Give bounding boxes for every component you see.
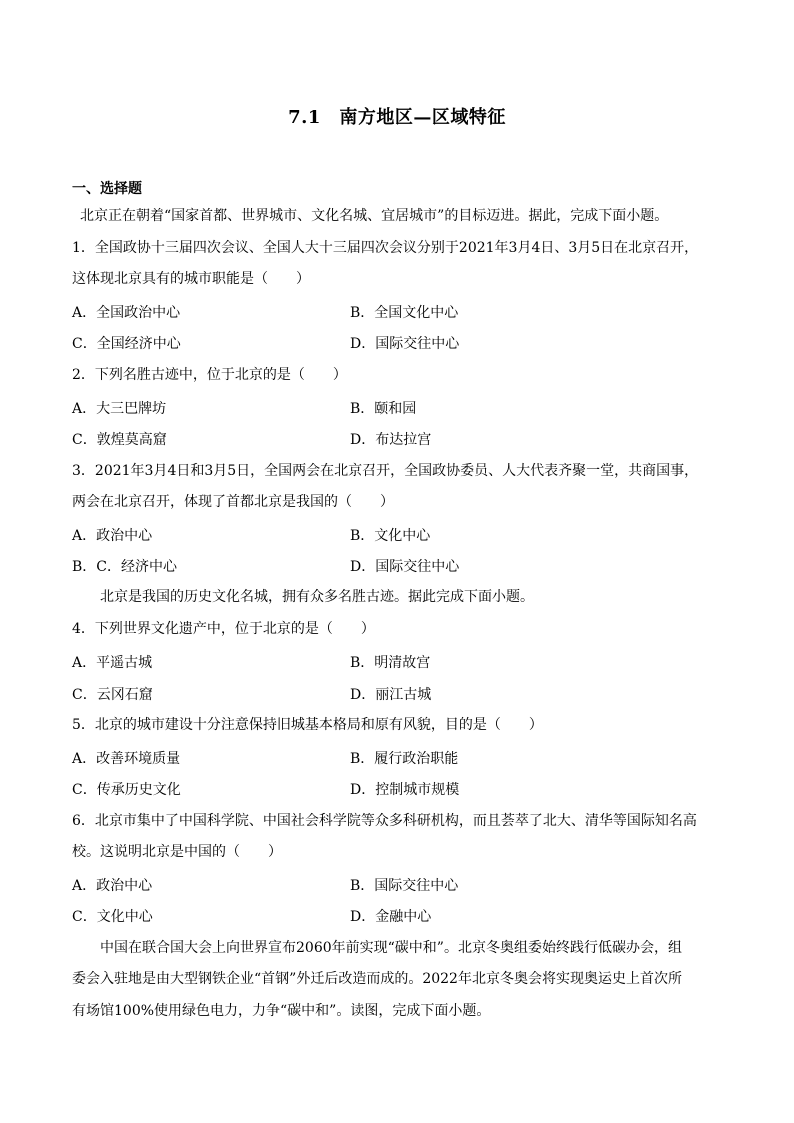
question-5-option-c: C．传承历史文化 (72, 782, 181, 798)
question-4-option-b: B．明清故宫 (350, 655, 431, 671)
question-3-text: 3．2021年3月4日和3月5日，全国两会在北京召开，全国政协委员、人大代表齐聚一堂，共商国事， (72, 463, 699, 479)
question-5-option-b: B．履行政治职能 (350, 751, 459, 767)
question-3-option-b: B．文化中心 (350, 528, 431, 544)
question-4-option-c: C．云冈石窟 (72, 687, 153, 703)
question-6-text-cont: 校。这说明北京是中国的（ ） (72, 844, 282, 860)
question-1-option-a: A．全国政治中心 (72, 305, 181, 321)
question-2-option-d: D．布达拉宫 (350, 432, 432, 448)
question-3-text-cont: 两会在北京召开，体现了首都北京是我国的（ ） (72, 494, 394, 510)
question-5-text: 5．北京的城市建设十分注意保持旧城基本格局和原有风貌，目的是（ ） (72, 717, 543, 733)
intro-passage-3-cont: 委会入驻地是由大型钢铁企业“首钢”外迁后改造而成的。2022年北京冬奥会将实现奥运史上首次所 (72, 971, 682, 987)
question-3-option-d: D．国际交往中心 (350, 559, 460, 575)
intro-passage-1: 北京正在朝着“国家首都、世界城市、文化名城、宜居城市”的目标迈进。据此，完成下面小题。 (80, 208, 669, 224)
question-1-option-b: B．全国文化中心 (350, 305, 459, 321)
question-4-option-a: A．平遥古城 (72, 655, 153, 671)
question-1-text: 1．全国政协十三届四次会议、全国人大十三届四次会议分别于2021年3月4日、3月5日在北京召开， (72, 240, 699, 256)
intro-passage-3: 中国在联合国大会上向世界宣布2060年前实现“碳中和”。北京冬奥组委始终践行低碳办会，组 (100, 940, 682, 956)
question-5-option-d: D．控制城市规模 (350, 782, 460, 798)
question-6-text: 6．北京市集中了中国科学院、中国社会科学院等众多科研机构，而且荟萃了北大、清华等国际知名高 (72, 813, 697, 829)
question-3-option-c: B．C．经济中心 (72, 559, 177, 575)
question-1-option-c: C．全国经济中心 (72, 336, 181, 352)
question-2-option-b: B．颐和园 (350, 401, 417, 417)
question-5-option-a: A．改善环境质量 (72, 751, 181, 767)
question-1-option-d: D．国际交往中心 (350, 336, 460, 352)
question-6-option-a: A．政治中心 (72, 878, 153, 894)
intro-passage-2: 北京是我国的历史文化名城，拥有众多名胜古迹。据此完成下面小题。 (100, 589, 534, 605)
question-4-option-d: D．丽江古城 (350, 687, 432, 703)
question-2-option-a: A．大三巴牌坊 (72, 401, 167, 417)
intro-passage-3-cont2: 有场馆100%使用绿色电力，力争“碳中和”。读图，完成下面小题。 (72, 1003, 491, 1019)
question-6-option-b: B．国际交往中心 (350, 878, 459, 894)
question-3-option-a: A．政治中心 (72, 528, 153, 544)
question-2-option-c: C．敦煌莫高窟 (72, 432, 167, 448)
question-2-text: 2．下列名胜古迹中，位于北京的是（ ） (72, 367, 347, 383)
question-4-text: 4．下列世界文化遗产中，位于北京的是（ ） (72, 621, 375, 637)
page-title: 7.1 南方地区—区域特征 (288, 107, 506, 128)
question-6-option-d: D．金融中心 (350, 909, 432, 925)
question-1-text-cont: 这体现北京具有的城市职能是（ ） (72, 271, 310, 287)
section-heading: 一、选择题 (72, 181, 142, 197)
question-6-option-c: C．文化中心 (72, 909, 153, 925)
